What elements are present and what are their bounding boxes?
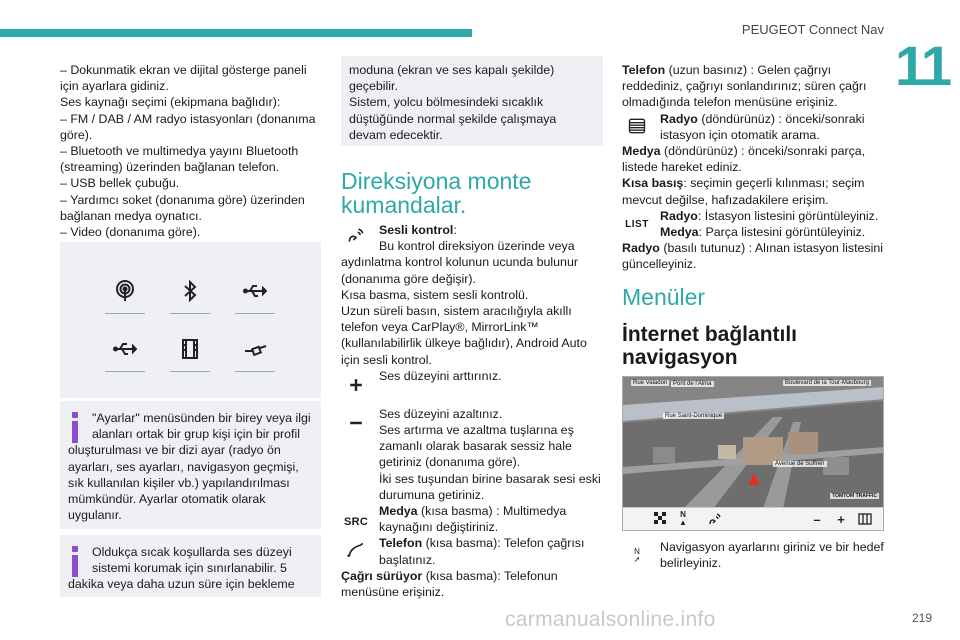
column-1 — [60, 62, 322, 240]
volume-down-row — [341, 406, 603, 503]
temperature-info-box — [60, 535, 321, 597]
usb-icon — [235, 272, 275, 310]
watermark: carmanualsonline.info — [505, 608, 716, 631]
voice-control-icon — [341, 222, 371, 248]
map-label: Avenue de Suffren — [775, 461, 825, 467]
list-media-text: : Parça listesini görüntüleyiniz. — [698, 225, 866, 240]
bluetooth-icon — [170, 272, 210, 310]
radio-hold — [622, 240, 884, 272]
video-icon — [170, 330, 210, 368]
map-view — [623, 377, 884, 509]
voice-icon[interactable] — [707, 511, 723, 527]
page-number: 219 — [911, 611, 932, 625]
list-media-title: Medya — [660, 225, 699, 240]
phone-long-title: Telefon — [622, 63, 666, 77]
compass-n-label: N — [680, 510, 686, 519]
short-press-title: Kısa basış — [622, 176, 684, 191]
voice-control-colon: : — [453, 223, 457, 237]
usb-icon — [105, 330, 145, 368]
list-row — [622, 208, 884, 240]
media-rotate — [622, 143, 884, 175]
map-label: Rue Valadon — [633, 380, 668, 386]
checkered-flag-icon[interactable] — [653, 511, 669, 527]
phone-text: (kısa basma): Telefon çağrısı başlatınız. — [379, 536, 585, 567]
profiles-info-text: "Ayarlar" menüsünden bir birey veya ilgi alanları ortak bir grup kişi için bir profil oluşturulması ve bir dizi ayar (radyo ön ayarları, ses ayarları, navigasyon geçmişi, sık kullanılan kişiler vb.) yapılandırılması mümkündür. Ayarlar otomatik olarak uygulanır. — [68, 411, 311, 523]
profiles-info-box — [60, 401, 321, 529]
phone-title: Telefon — [379, 536, 423, 551]
call-title: Çağrı sürüyor — [341, 568, 423, 583]
call-text: (kısa basma): Telefonun menüsüne erişiniz. — [341, 568, 558, 600]
media-rotate-text: (döndürünüz) : önceki/sonraki parça, listede hareket ediniz. — [622, 144, 866, 175]
temperature-info-continued — [341, 56, 603, 146]
nav-settings-row — [622, 539, 884, 571]
list-label: LIST — [625, 218, 649, 230]
source-usb-line: – USB bellek çubuğu. — [60, 176, 180, 191]
src-label: SRC — [343, 515, 369, 528]
minus-icon — [341, 410, 371, 436]
info-icon — [70, 412, 84, 442]
voice-control-row — [341, 222, 603, 238]
source-radio-line: – FM / DAB / AM radyo istasyonları (donanıma göre). — [60, 111, 316, 142]
steering-controls-heading: Direksiyona monte kumandalar. — [341, 168, 532, 218]
phone-long-press — [622, 62, 884, 111]
map-label: Rue Saint-Dominique — [665, 413, 723, 419]
volume-up-row — [341, 368, 603, 406]
source-video-line: – Video (donanıma göre). — [60, 225, 201, 240]
media-rotate-title: Medya — [622, 144, 661, 159]
zoom-in-button[interactable]: + — [837, 511, 845, 527]
volume-up-text: Ses düzeyini arttırınız. — [379, 368, 502, 383]
source-bluetooth-line: – Bluetooth ve multimedya yayını Bluetooth (streaming) üzerinden bağlanan telefon. — [60, 144, 299, 175]
source-icons-panel — [60, 242, 321, 398]
plus-icon — [341, 372, 371, 398]
call-row — [341, 568, 603, 600]
temperature-continued-text: moduna (ekran ve ses kapalı şekilde) geçebilir. Sistem, yolcu bölmesindeki sıcaklık düştüğünde normal şekilde çalışmaya devam edecektir. — [349, 63, 557, 142]
list-radio-text: : İstasyon listesini görüntüleyiniz. — [697, 208, 879, 223]
header-title: PEUGEOT Connect Nav — [741, 22, 884, 37]
short-press-text: : seçimin geçerli kılınması; seçim mevcut değilse, hafızadakilere erişim. — [622, 176, 865, 207]
navigation-map-screenshot — [622, 376, 884, 531]
compass-icon: N ➚ — [633, 547, 641, 564]
map-label: Boulevard de la Tour-Maubourg — [785, 380, 869, 386]
radio-hold-title: Radyo — [622, 241, 660, 256]
map-label: Pont de l'Alma — [673, 381, 712, 387]
zoom-out-button[interactable]: – — [813, 511, 821, 527]
column-3 — [622, 62, 884, 273]
thumbwheel-icon — [622, 113, 652, 139]
voice-control-desc: Bu kontrol direksiyon üzerinde veya aydınlatma kontrol kolunun ucunda bulunur (donanıma göre değişir). Kısa basma, sistem sesli kontrolü. Uzun süreli basın, sistem aracılığıyla akıllı telefon veya CarPlay®, MirrorLink™ (kullanılabilirlik ülkeye bağlıdır), Android Auto için sesli kontrol. — [341, 239, 587, 367]
radio-icon — [105, 272, 145, 310]
radio-rotate-row — [622, 111, 884, 143]
tomtom-traffic-logo: TOMTOM TRAFFIC — [832, 493, 877, 499]
compass-button[interactable]: N ▲ — [679, 510, 687, 527]
source-aux-line: – Yardımcı soket (donanıma göre) üzerinden bağlanan medya oynatıcı. — [60, 192, 305, 223]
phone-row — [341, 535, 603, 567]
voice-control-title: Sesli kontrol — [379, 223, 454, 237]
short-press — [622, 175, 884, 207]
info-icon — [70, 546, 84, 576]
settings-line: – Dokunmatik ekran ve dijital gösterge paneli için ayarlara gidiniz. — [60, 63, 307, 94]
aux-icon — [235, 330, 275, 368]
source-selection-line: Ses kaynağı seçimi (ekipmana bağlıdır): — [60, 95, 281, 110]
phone-icon — [341, 537, 371, 563]
phone-long-text: (uzun basınız) : Gelen çağrıyı reddediniz, çağrıyı sonlandırınız; süren çağrı olmadığında telefon menüsüne erişiniz. — [622, 63, 867, 110]
radio-rotate-title: Radyo — [660, 111, 698, 126]
chapter-number: 11 — [895, 34, 951, 97]
steering-controls-section — [341, 222, 603, 600]
temperature-info-text: Oldukça sıcak koşullarda ses düzeyi sistemi korumak için sınırlanabilir. 5 dakika veya daha uzun süre için bekleme — [68, 545, 295, 592]
source-row — [341, 503, 603, 535]
map-toolbar — [623, 507, 883, 530]
nav-settings-text: Navigasyon ayarlarını giriniz ve bir hedef belirleyiniz. — [660, 540, 884, 571]
nav-heading: İnternet bağlantılı navigasyon — [622, 323, 798, 369]
src-media-text: (kısa basma) : Multimedya kaynağını değiştiriniz. — [379, 504, 567, 535]
volume-down-text: Ses düzeyini azaltınız. Ses artırma ve azaltma tuşlarına eş zamanlı olarak basarak sessiz hale getiriniz (donanıma göre). İki ses tuşundan birine basarak sesi eski durumuna getiriniz. — [379, 406, 601, 502]
menus-heading: Menüler — [622, 284, 706, 310]
header-accent-bar — [0, 29, 472, 37]
map-view-icon[interactable] — [857, 511, 873, 527]
list-radio-title: Radyo — [660, 208, 698, 223]
radio-rotate-text: (döndürünüz) : önceki/sonraki istasyon için otomatik arama. — [660, 111, 865, 142]
src-media-title: Medya — [379, 504, 418, 519]
radio-hold-text: (basılı tutunuz) : Alınan istasyon listesini güncelleyiniz. — [622, 241, 884, 272]
